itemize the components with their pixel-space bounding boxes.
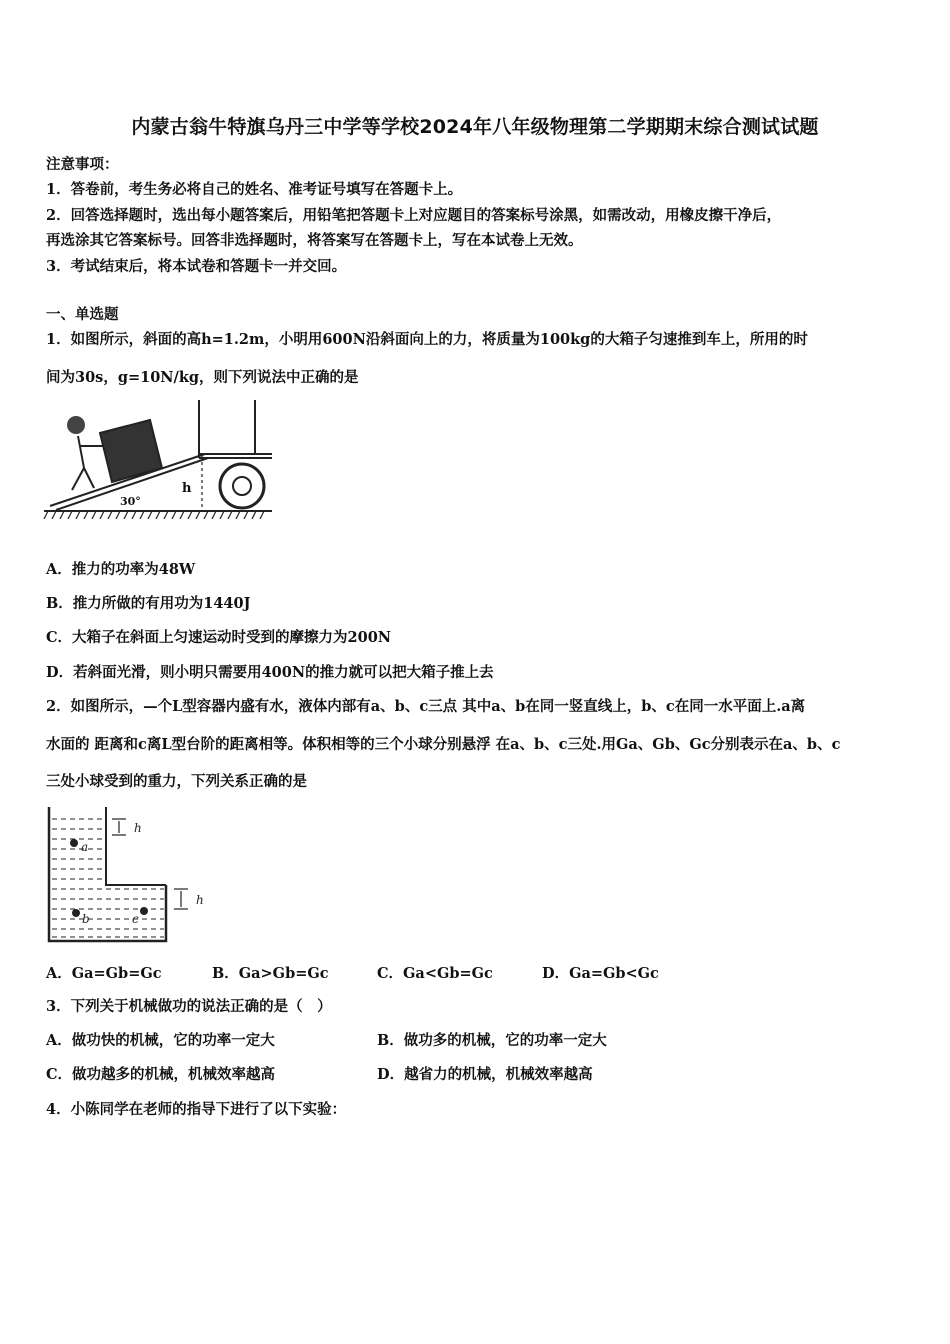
- label-h-top: h: [134, 821, 142, 835]
- point-c-label: c: [132, 912, 139, 926]
- q1-ramp-figure: [42, 398, 274, 520]
- q3-stem: 3．下列关于机械做功的说法正确的是（ ）: [46, 998, 332, 1015]
- angle-label: 30°: [120, 495, 141, 508]
- q3-option-c: C．做功越多的机械，机械效率越高: [46, 1066, 276, 1083]
- q2-container-figure: [44, 805, 214, 945]
- q2-option-a: A．Ga=Gb=Gc: [46, 965, 162, 982]
- page-title: 内蒙古翁牛特旗乌丹三中学等学校2024年八年级物理第二学期期末综合测试试题: [131, 116, 819, 138]
- notice-item: 再选涂其它答案标号。回答非选择题时，将答案写在答题卡上，写在本试卷上无效。: [46, 232, 583, 249]
- q2-option-d: D．Ga=Gb<Gc: [542, 965, 659, 982]
- point-b-label: b: [82, 912, 90, 926]
- q2-stem-line3: 三处小球受到的重力，下列关系正确的是: [46, 773, 307, 790]
- notice-item: 1．答卷前，考生务必将自己的姓名、准考证号填写在答题卡上。: [46, 181, 463, 198]
- label-h-step: h: [196, 893, 204, 907]
- q2-option-c: C．Ga<Gb=Gc: [377, 965, 493, 982]
- q3-option-a: A．做功快的机械，它的功率一定大: [46, 1032, 275, 1049]
- q3-option-d: D．越省力的机械，机械效率越高: [377, 1066, 593, 1083]
- notice-item: 3．考试结束后，将本试卷和答题卡一并交回。: [46, 258, 347, 275]
- section-heading: 一、单选题: [46, 306, 119, 323]
- q3-option-b: B．做功多的机械，它的功率一定大: [377, 1032, 607, 1049]
- q1-option-a: A．推力的功率为48W: [46, 561, 196, 578]
- q4-stem: 4．小陈同学在老师的指导下进行了以下实验：: [46, 1101, 347, 1118]
- height-label: h: [182, 481, 192, 496]
- q1-option-d: D．若斜面光滑，则小明只需要用400N的推力就可以把大箱子推上去: [46, 664, 494, 681]
- q1-option-c: C．大箱子在斜面上匀速运动时受到的摩擦力为200N: [46, 629, 392, 646]
- q1-option-b: B．推力所做的有用功为1440J: [46, 595, 251, 612]
- q2-stem-line2: 水面的 距离和c离L型台阶的距离相等。体积相等的三个小球分别悬浮 在a、b、c三处.用Ga、Gb、Gc分别表示在a、b、c: [46, 736, 841, 753]
- notice-item: 2．回答选择题时，选出每小题答案后，用铅笔把答题卡上对应题目的答案标号涂黑，如需改动，用橡皮擦干净后，: [46, 207, 782, 224]
- notice-heading: 注意事项：: [46, 156, 119, 173]
- q1-stem-line1: 1．如图所示，斜面的高h=1.2m，小明用600N沿斜面向上的力，将质量为100kg的大箱子匀速推到车上，所用的时: [46, 331, 808, 348]
- point-a-label: a: [81, 840, 89, 854]
- q2-option-b: B．Ga>Gb=Gc: [212, 965, 329, 982]
- q2-stem-line1: 2．如图所示，—个L型容器内盛有水，液体内部有a、b、c三点 其中a、b在同一竖直线上，b、c在同一水平面上.a离: [46, 698, 806, 715]
- q1-stem-line2: 间为30s，g=10N/kg，则下列说法中正确的是: [46, 369, 359, 386]
